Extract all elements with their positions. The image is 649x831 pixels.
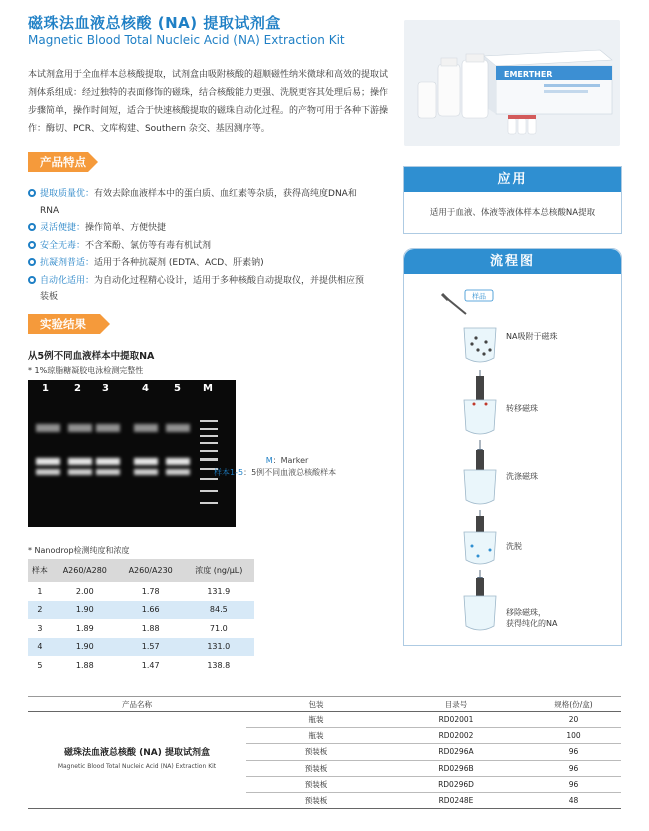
- results-subtitle: 从5例不同血液样本中提取NA: [28, 351, 155, 362]
- table-header: 浓度 (ng/μL): [184, 559, 254, 582]
- feature-item: 提取质量优：有效去除血液样本中的蛋白质、血红素等杂质，获得高纯度DNA和RNA: [28, 186, 373, 219]
- table-header: 规格(份/盒): [526, 697, 621, 712]
- table-header: 样本: [28, 559, 52, 582]
- table-row: 3 1.89 1.88 71.0: [37, 623, 228, 633]
- sample-tag: 样品: [472, 292, 486, 301]
- lane-label: 3: [102, 383, 109, 394]
- table-row: 预装板 RD0296D 96: [28, 776, 621, 792]
- table-row: 2 1.90 1.66 84.5: [28, 601, 254, 620]
- product-name-cn: 磁珠法血液总核酸 (NA) 提取试剂盒: [64, 748, 210, 759]
- table-row: 磁珠法血液总核酸 (NA) 提取试剂盒 Magnetic Blood Total Nucleic Acid (NA) Extraction Kit 瓶装 RD02001 20: [28, 712, 621, 728]
- intro-paragraph: 本试剂盒用于全血样本总核酸提取，试剂盒由吸附核酸的超顺磁性纳米微球和高效的提取试剂体系组成：经过独特的表面修饰的磁珠，结合核酸能力更强、洗脱更容其处理后易；操作步骤简单，操作时间短，适合于快速核酸提取的磁珠自动化过程。的产物可用于各种下游操作：酶切、PCR、文库构建、Southern 杂交、基因测序等。: [28, 70, 389, 134]
- product-name-cell: [28, 712, 246, 809]
- table-row: 5 1.88 1.47 138.8: [37, 660, 231, 670]
- tube-step-1: [464, 328, 496, 362]
- table-row: 1 2.00 1.78 131.9: [37, 586, 231, 596]
- table-header: A260/A280: [52, 559, 118, 582]
- table-row: 预装板 RD0296B 96: [28, 760, 621, 776]
- gel-image: [28, 380, 236, 527]
- table-row: 预装板 RD0296A 96: [28, 744, 621, 760]
- lane-label: M: [203, 383, 213, 394]
- table-header: 包装: [246, 697, 386, 712]
- gel-note: * 1%琼脂糖凝胶电泳检测完整性: [28, 366, 144, 375]
- flow-step-label: 转移磁珠: [506, 404, 538, 413]
- features-list: [28, 186, 373, 307]
- nanodrop-table: [28, 559, 254, 675]
- lane-label: 1: [42, 383, 49, 394]
- bullet-icon: [28, 258, 36, 266]
- nanodrop-note: * Nanodrop检测纯度和浓度: [28, 546, 130, 555]
- tube-step-3: [464, 450, 496, 504]
- lane-label: 4: [142, 383, 149, 394]
- title-cn: 磁珠法血液总核酸 (NA) 提取试剂盒: [28, 14, 281, 32]
- flow-step-label: 获得纯化的NA: [506, 619, 558, 628]
- tube-step-5: [464, 578, 496, 630]
- application-title: 应用: [404, 167, 621, 192]
- results-tab: 实验结果: [28, 314, 100, 334]
- flow-diagram: [404, 274, 621, 646]
- table-header: 目录号: [386, 697, 526, 712]
- feature-item: 抗凝剂普适：适用于各种抗凝剂 (EDTA、ACD、肝素钠): [28, 255, 373, 272]
- features-tab: 产品特点: [28, 152, 88, 172]
- lane-label: 5: [174, 383, 181, 394]
- order-table: [28, 696, 621, 809]
- title-en: Magnetic Blood Total Nucleic Acid (NA) Extraction Kit: [28, 33, 345, 47]
- bullet-icon: [28, 189, 36, 197]
- flow-step-label: 洗脱: [506, 542, 522, 551]
- lane-label: 2: [74, 383, 81, 394]
- table-header: 产品名称: [28, 697, 246, 712]
- gel-legend: M：Marker 样本1-5：5例不同血液总核酸样本: [214, 456, 337, 477]
- table-row: 4 1.90 1.57 131.0: [28, 638, 254, 657]
- product-photo: [404, 20, 620, 146]
- flow-title: 流程图: [404, 249, 621, 274]
- flow-step-label: NA吸附于磁珠: [506, 332, 558, 341]
- bullet-icon: [28, 241, 36, 249]
- flow-panel: [403, 248, 622, 646]
- product-name-en: Magnetic Blood Total Nucleic Acid (NA) Extraction Kit: [57, 763, 217, 771]
- application-panel: [403, 166, 622, 234]
- bullet-icon: [28, 276, 36, 284]
- feature-item: 灵活便捷：操作简单、方便快捷: [28, 220, 373, 237]
- brand-logo-text: EMERTHER: [504, 70, 553, 79]
- flow-step-label: 洗涤磁珠: [506, 472, 538, 481]
- tube-step-4: [464, 516, 496, 564]
- table-header: A260/A230: [118, 559, 184, 582]
- flow-step-label: 移除磁珠，: [506, 608, 546, 617]
- table-row: 瓶装 RD02002 100: [28, 728, 621, 744]
- feature-item: 自动化适用：为自动化过程精心设计，适用于多种核酸自动提取仪，并提供相应预装板: [28, 273, 373, 306]
- tube-step-2: [464, 376, 496, 434]
- table-row: 预装板 RD0248E 48: [28, 792, 621, 808]
- bullet-icon: [28, 223, 36, 231]
- feature-item: 安全无毒：不含苯酚、氯仿等有毒有机试剂: [28, 238, 373, 255]
- application-text: 适用于血液、体液等液体样本总核酸NA提取: [429, 208, 596, 218]
